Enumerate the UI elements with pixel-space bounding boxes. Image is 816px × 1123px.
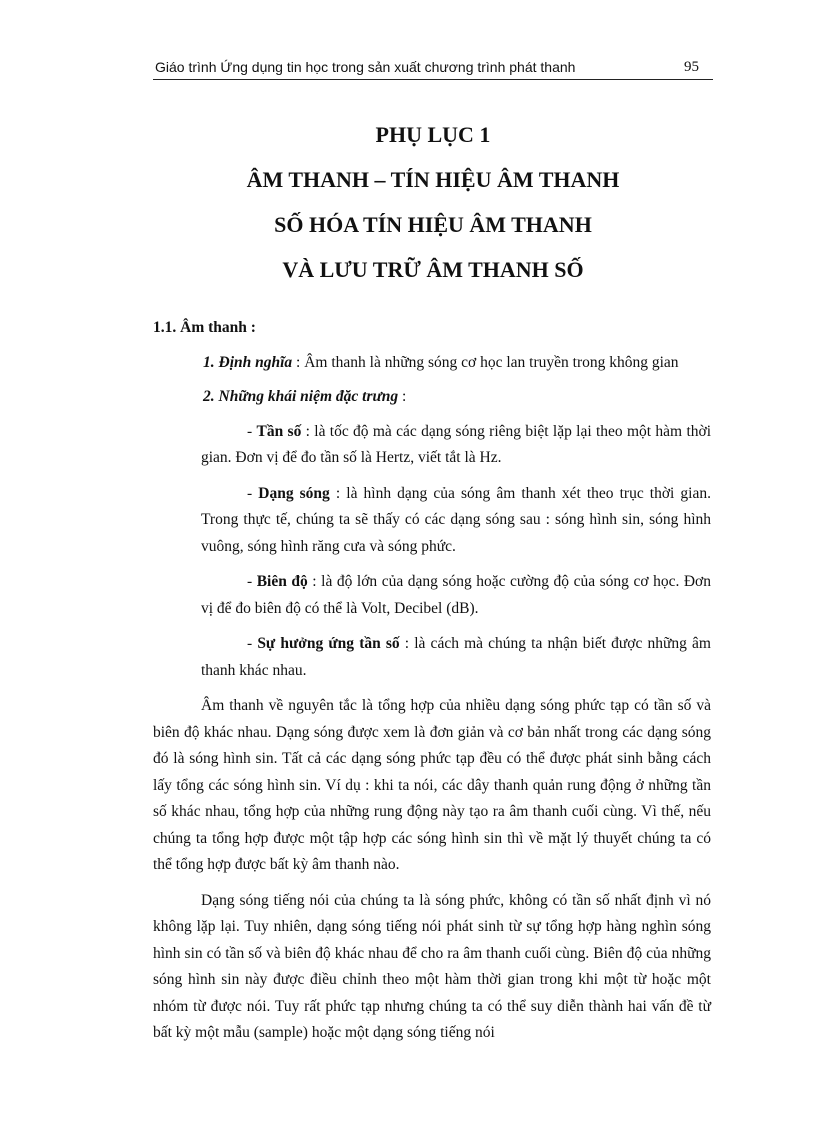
- chapter-title-line-3: VÀ LƯU TRỮ ÂM THANH SỐ: [282, 257, 584, 282]
- chapter-titles: [153, 112, 713, 292]
- chapter-title-line-1: ÂM THANH – TÍN HIỆU ÂM THANH: [246, 167, 620, 192]
- body-paragraph-1: Âm thanh về nguyên tắc là tổng hợp của nhiều dạng sóng phức tạp có tần số và biên độ khác nhau. Dạng sóng được xem là đơn giản và cơ bản nhất trong các dạng sóng đó là sóng hình sin. Tất cả các dạng sóng phức tạp đều có thể được phát sinh bằng cách lấy tổng các sóng hình sin. Ví dụ : khi ta nói, các dây thanh quản rung động ở những tần số khác nhau, tổng hợp của những rung động này tạo ra âm thanh cuối cùng. Vì thế, nếu chúng ta tổng hợp được một tập hợp các sóng hình sin thì về mặt lý thuyết chúng ta có thể tổng hợp được bất kỳ âm thanh nào.: [153, 697, 711, 873]
- concept-item-waveform: - Dạng sóng : là hình dạng của sóng âm thanh xét theo trục thời gian. Trong thực tế, chúng ta sẽ thấy có các dạng sóng sau : sóng hình sin, sóng hình vuông, sóng hình răng cưa và sóng phức.: [201, 484, 711, 555]
- concepts-line: [203, 384, 711, 411]
- concept-text: : là tốc độ mà các dạng sóng riêng biệt lặp lại theo một hàm thời gian. Đơn vị để đo tần số là Hertz, viết tắt là Hz.: [201, 422, 712, 466]
- concept-term: Dạng sóng: [258, 484, 330, 502]
- body-paragraph-2: Dạng sóng tiếng nói của chúng ta là sóng phức, không có tần số nhất định vì nó không lặp lại. Tuy nhiên, dạng sóng tiếng nói phát sinh từ sự tổng hợp hàng nghìn sóng hình sin có tần số và biên độ khác nhau để cho ra âm thanh cuối cùng. Biên độ của những sóng hình sin này được điều chỉnh theo một hàm thời gian trong khi một từ hoặc một nhóm từ được nói. Tuy rất phức tạp nhưng chúng ta có thể suy diễn thành hai vấn đề từ bất kỳ một mẫu (sample) hoặc một dạng sóng tiếng nói: [153, 891, 711, 1041]
- concept-term: Biên độ: [256, 573, 308, 590]
- concepts-suffix: :: [398, 388, 407, 405]
- header-title: Giáo trình Ứng dụng tin học trong sản xuất chương trình phát thanh: [155, 59, 576, 75]
- concepts-label: 2. Những khái niệm đặc trưng: [203, 388, 399, 405]
- body-content: [153, 315, 711, 1056]
- definition-label: 1. Định nghĩa: [203, 353, 293, 371]
- concept-item-amplitude: - Biên độ : là độ lớn của dạng sóng hoặc cường độ của sóng cơ học. Đơn vị để đo biên độ có thể là Volt, Decibel (dB).: [201, 573, 711, 617]
- running-header: [153, 57, 713, 80]
- concept-term: Sự hưởng ứng tần số: [257, 635, 400, 652]
- definition-text: : Âm thanh là những sóng cơ học lan truyền trong không gian: [292, 353, 679, 371]
- section-heading: 1.1. Âm thanh :: [153, 319, 256, 336]
- appendix-title: PHỤ LỤC 1: [375, 122, 491, 147]
- concept-term: Tần số: [256, 422, 302, 440]
- definition-line: [203, 350, 711, 377]
- concept-item-frequency-response: - Sự hưởng ứng tần số : là cách mà chúng ta nhận biết được những âm thanh khác nhau.: [201, 635, 711, 679]
- concept-text: : là độ lớn của dạng sóng hoặc cường độ của sóng cơ học. Đơn vị để đo biên độ có thể là Volt, Decibel (dB).: [201, 573, 711, 617]
- concept-text: : là cách mà chúng ta nhận biết được những âm thanh khác nhau.: [201, 635, 711, 679]
- concept-text: : là hình dạng của sóng âm thanh xét theo trục thời gian. Trong thực tế, chúng ta sẽ thấy có các dạng sóng sau : sóng hình sin, sóng hình vuông, sóng hình răng cưa và sóng phức.: [201, 484, 711, 555]
- concept-item-frequency: - Tần số : là tốc độ mà các dạng sóng riêng biệt lặp lại theo một hàm thời gian. Đơn vị để đo tần số là Hertz, viết tắt là Hz.: [201, 422, 712, 466]
- page-number: 95: [684, 59, 699, 75]
- chapter-title-line-2: SỐ HÓA TÍN HIỆU ÂM THANH: [274, 212, 592, 237]
